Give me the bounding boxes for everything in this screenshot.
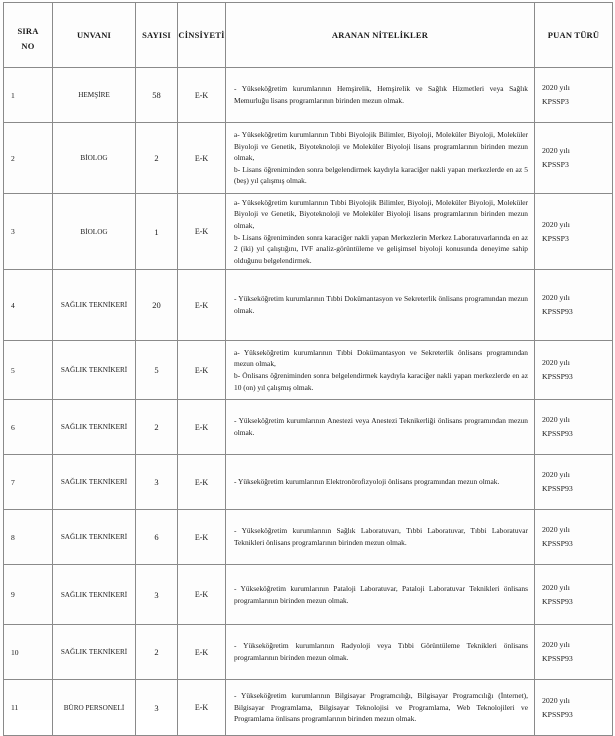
nitelik-item: b- Önlisans öğreniminden sonra belgelendirmek kaydıyla karaciğer nakli yapan merkezlerde en az 10 (on) yıl çalışmış olmak. — [234, 371, 528, 392]
puan-year: 2020 yılı — [542, 640, 570, 649]
cell-puan-turu — [535, 270, 613, 341]
cell-sayi: 3 — [136, 680, 178, 736]
puan-year: 2020 yılı — [542, 293, 570, 302]
cell-nitelikler — [226, 400, 535, 455]
cell-cinsiyet: E-K — [178, 341, 226, 400]
cell-sira-no: 3 — [4, 194, 53, 270]
cell-sira-no: 2 — [4, 123, 53, 194]
nitelik-item: - Yükseköğretim kurumlarının Pataloji Laboratuvar, Pataloji Laboratuvar Teknikleri önlisans programlarının birinden mezun olmak. — [234, 583, 528, 605]
cell-unvan: SAĞLIK TEKNİKERİ — [53, 341, 136, 400]
cell-nitelikler — [226, 270, 535, 341]
puan-year: 2020 yılı — [542, 470, 570, 479]
table-row — [4, 270, 613, 341]
table-row — [4, 400, 613, 455]
cell-puan-turu — [535, 565, 613, 625]
puan-year: 2020 yılı — [542, 358, 570, 367]
cell-puan-turu — [535, 680, 613, 736]
puan-type: KPSSP93 — [542, 654, 573, 663]
cell-unvan: SAĞLIK TEKNİKERİ — [53, 400, 136, 455]
header-unvan: UNVANI — [53, 3, 136, 68]
puan-year: 2020 yılı — [542, 525, 570, 534]
cell-cinsiyet: E-K — [178, 680, 226, 736]
nitelik-item: a- Yükseköğretim kurumlarının Tıbbi Dokümantasyon ve Sekreterlik önlisans programından mezun olmak, — [234, 347, 528, 369]
cell-cinsiyet: E-K — [178, 625, 226, 680]
cell-cinsiyet: E-K — [178, 400, 226, 455]
table-header-row — [4, 3, 613, 68]
cell-unvan: SAĞLIK TEKNİKERİ — [53, 565, 136, 625]
cell-sayi: 2 — [136, 625, 178, 680]
cell-nitelikler — [226, 680, 535, 736]
cell-unvan: SAĞLIK TEKNİKERİ — [53, 455, 136, 510]
cell-cinsiyet: E-K — [178, 270, 226, 341]
nitelik-item: b- Lisans öğreniminden sonra belgelendirmek kaydıyla karaciğer nakli yapan merkezlerde en az 5 (beş) yıl çalışmış olmak. — [234, 164, 528, 186]
puan-type: KPSSP93 — [542, 709, 573, 719]
cell-cinsiyet: E-K — [178, 455, 226, 510]
table-row — [4, 625, 613, 680]
puan-type: KPSSP3 — [542, 233, 569, 243]
table-row — [4, 123, 613, 194]
nitelik-item: a- Yükseköğretim kurumlarının Tıbbi Biyolojik Bilimler, Biyoloji, Moleküler Biyoloji, Moleküler Biyoloji ve Genetik, Biyoteknoloji ve Moleküler Biyoloji lisans programlarının birinden mezun olmak, — [234, 130, 528, 163]
header-nitelikler: ARANAN NİTELİKLER — [226, 3, 535, 68]
cell-puan-turu — [535, 455, 613, 510]
cell-unvan: SAĞLIK TEKNİKERİ — [53, 510, 136, 565]
cell-puan-turu — [535, 510, 613, 565]
nitelik-item: - Yükseköğretim kurumlarının Tıbbi Dokümantasyon ve Sekreterlik önlisans programından mezun olmak. — [234, 294, 528, 315]
cell-sira-no: 7 — [4, 455, 53, 510]
header-sayi: SAYISI — [136, 3, 178, 68]
puan-type: KPSSP93 — [542, 429, 573, 438]
puan-type: KPSSP93 — [542, 596, 573, 606]
cell-cinsiyet: E-K — [178, 510, 226, 565]
cell-puan-turu — [535, 625, 613, 680]
cell-unvan: HEMŞİRE — [53, 68, 136, 123]
cell-unvan: BÜRO PERSONELİ — [53, 680, 136, 736]
table-row — [4, 455, 613, 510]
table-row — [4, 565, 613, 625]
cell-sira-no: 6 — [4, 400, 53, 455]
cell-unvan: BİOLOG — [53, 194, 136, 270]
table-body — [4, 68, 613, 736]
cell-sira-no: 11 — [4, 680, 53, 736]
nitelik-item: - Yükseköğretim kurumlarının Sağlık Laboratuvarı, Tıbbi Laboratuvar, Tıbbi Laboratuvar Teknikleri önlisans programlarının birinden mezun olmak. — [234, 526, 528, 547]
cell-sayi: 58 — [136, 68, 178, 123]
puan-type: KPSSP93 — [542, 539, 573, 548]
puan-type: KPSSP3 — [542, 160, 569, 169]
header-cinsiyet: CİNSİYETİ — [178, 3, 226, 68]
table-row — [4, 510, 613, 565]
header-puan: PUAN TÜRÜ — [535, 3, 613, 68]
puan-year: 2020 yılı — [542, 83, 570, 92]
cell-nitelikler — [226, 68, 535, 123]
cell-unvan: SAĞLIK TEKNİKERİ — [53, 625, 136, 680]
puan-type: KPSSP93 — [542, 307, 573, 316]
cell-cinsiyet: E-K — [178, 565, 226, 625]
cell-sayi: 3 — [136, 455, 178, 510]
cell-nitelikler — [226, 341, 535, 400]
puan-type: KPSSP93 — [542, 484, 573, 493]
positions-table — [3, 2, 613, 736]
cell-sayi: 20 — [136, 270, 178, 341]
puan-year: 2020 yılı — [542, 219, 570, 229]
nitelik-item: b- Lisans öğreniminden sonra karaciğer nakli yapan Merkezlerin Merkez Laboratuvarlarında en az 2 (iki) yıl çalıştığını, IVF analiz-görüntüleme ve gelişimsel biyoloji konusunda deneyime sahip olduğunu belgelendirmek. — [234, 232, 528, 265]
nitelik-item: - Yükseköğretim kurumlarının Anestezi veya Anestezi Teknikerliği önlisans programından mezun olmak. — [234, 416, 528, 437]
table-row — [4, 194, 613, 270]
puan-year: 2020 yılı — [542, 582, 570, 592]
cell-puan-turu — [535, 400, 613, 455]
table-row — [4, 68, 613, 123]
puan-year: 2020 yılı — [542, 695, 570, 705]
cell-sayi: 3 — [136, 565, 178, 625]
cell-puan-turu — [535, 341, 613, 400]
cell-unvan: SAĞLIK TEKNİKERİ — [53, 270, 136, 341]
cell-puan-turu — [535, 123, 613, 194]
header-sira-no — [4, 3, 53, 68]
cell-sira-no: 8 — [4, 510, 53, 565]
cell-sira-no: 1 — [4, 68, 53, 123]
cell-nitelikler — [226, 510, 535, 565]
cell-nitelikler — [226, 194, 535, 270]
nitelik-item: - Yükseköğretim kurumlarının Bilgisayar Programcılığı, Bilgisayar Programcılığı (İnternet), Bilgisayar Programlama, Bilgisayar Teknolojisi ve Programlama, Web Teknolojileri ve Programlama önlisans programlarının birinden mezun olmak. — [234, 691, 528, 724]
cell-puan-turu — [535, 68, 613, 123]
cell-sayi: 5 — [136, 341, 178, 400]
cell-cinsiyet: E-K — [178, 194, 226, 270]
cell-sayi: 2 — [136, 123, 178, 194]
puan-type: KPSSP93 — [542, 372, 573, 381]
cell-nitelikler — [226, 455, 535, 510]
cell-sira-no: 4 — [4, 270, 53, 341]
nitelik-item: - Yükseköğretim kurumlarının Radyoloji veya Tıbbi Görüntüleme Teknikleri önlisans programlarının birinden mezun olmak. — [234, 641, 528, 662]
header-sira-line2: NO — [21, 41, 35, 51]
cell-cinsiyet: E-K — [178, 123, 226, 194]
nitelik-item: a- Yükseköğretim kurumlarının Tıbbi Biyolojik Bilimler, Biyoloji, Moleküler Biyoloji, Moleküler Biyoloji ve Genetik, Biyoteknoloji ve Moleküler Biyoloji lisans programlarının birinden mezun olmak, — [234, 197, 528, 230]
cell-cinsiyet: E-K — [178, 68, 226, 123]
nitelik-item: - Yükseköğretim kurumlarının Hemşirelik, Hemşirelik ve Sağlık Hizmetleri veya Sağlık Memurluğu lisans programlarının birinden mezun olmak. — [234, 84, 528, 105]
cell-sayi: 6 — [136, 510, 178, 565]
puan-type: KPSSP3 — [542, 97, 569, 106]
cell-sira-no: 9 — [4, 565, 53, 625]
cell-sira-no: 5 — [4, 341, 53, 400]
header-sira-line1: SIRA — [17, 26, 39, 36]
table-row — [4, 341, 613, 400]
table-row — [4, 680, 613, 736]
nitelik-item: - Yükseköğretim kurumlarının Elektronörofizyoloji önlisans programından mezun olmak. — [234, 477, 500, 487]
puan-year: 2020 yılı — [542, 415, 570, 424]
cell-nitelikler — [226, 123, 535, 194]
cell-nitelikler — [226, 565, 535, 625]
cell-sayi: 1 — [136, 194, 178, 270]
cell-sayi: 2 — [136, 400, 178, 455]
cell-nitelikler — [226, 625, 535, 680]
cell-unvan: BİOLOG — [53, 123, 136, 194]
cell-puan-turu — [535, 194, 613, 270]
puan-year: 2020 yılı — [542, 146, 570, 155]
cell-sira-no: 10 — [4, 625, 53, 680]
